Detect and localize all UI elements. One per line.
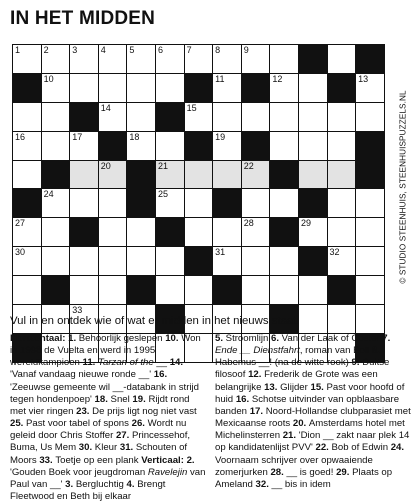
clue-number-label: 10. [165,333,182,344]
grid-cell[interactable] [127,247,156,276]
grid-cell[interactable] [99,74,128,103]
black-square [185,132,214,161]
grid-cell[interactable] [328,305,357,334]
clue-heading: Verticaal: [141,454,187,466]
clue-number-label: 20. [292,418,309,430]
grid-cell[interactable] [13,103,42,132]
black-square [13,74,42,103]
clue-text: Wordt nu geleid door Chris Stoffer [10,418,187,442]
clue-number: 10 [43,73,54,84]
clue-number: 28 [243,218,254,229]
clue-number: 31 [215,247,226,258]
grid-cell[interactable] [213,45,242,74]
grid-cell[interactable] [13,161,42,190]
grid-cell[interactable] [13,218,42,247]
highlighted-cell[interactable] [328,161,357,190]
grid-cell[interactable] [356,74,385,103]
clue-number-label: 2. [186,454,195,466]
black-square [328,74,357,103]
clue-number-label: 1. [68,333,79,344]
black-square [70,103,99,132]
grid-cell[interactable] [42,189,71,218]
black-square [328,276,357,305]
clue-number: 33 [72,305,83,316]
clue-number: 32 [329,247,340,258]
clue-number: 27 [15,218,26,229]
clue-number-label: 5. [215,333,226,344]
grid-cell[interactable] [70,45,99,74]
clue-number-label: 23. [76,405,93,417]
grid-cell[interactable] [242,45,271,74]
black-square [270,161,299,190]
grid-cell[interactable] [13,276,42,305]
puzzle-title: IN HET MIDDEN [10,8,156,29]
black-square [213,189,242,218]
clue-number-label: 33. [39,454,56,466]
clue-text: 'Dion __ zakt naar plek 14 op kandidatenlijst PVV' [215,430,410,454]
clue-text: Schouten of Moors [10,442,188,466]
clue-number: 1 [15,45,21,55]
clue-text: __ [153,357,170,369]
clue-text: Frederik de Grote was een belangrijke [215,369,378,393]
credit-vertical [396,56,410,318]
clue-text: Brengt Fleetwood en Beth bij elkaar [10,478,166,503]
grid-cell[interactable] [299,74,328,103]
grid-cell[interactable] [42,218,71,247]
clue-number-label: 31. [119,442,136,454]
clue-number: 22 [243,160,254,171]
clue-number-label: 17. [249,405,266,417]
grid-cell[interactable] [270,132,299,161]
clue-number-label: 4. [126,478,138,490]
grid-cell[interactable] [70,247,99,276]
clue-number-label: 29. [336,466,353,478]
grid-cell[interactable] [42,45,71,74]
grid-cell[interactable] [70,276,99,305]
clue-text: Toetje op een plank [55,454,142,466]
grid-cell[interactable] [42,132,71,161]
clue-number: 9 [243,45,249,55]
clue-number-label: 9. [351,357,363,369]
clue-number: 29 [300,218,311,229]
clue-number: 3 [72,45,78,55]
clue-number-label: 11. [82,357,99,369]
grid-cell[interactable] [156,189,185,218]
grid-cell[interactable] [213,218,242,247]
grid-cell[interactable] [185,103,214,132]
black-square [299,45,328,74]
clue-number-label: 15. [310,381,327,393]
black-square [99,132,128,161]
black-square [242,132,271,161]
grid-cell[interactable] [242,218,271,247]
grid-cell[interactable] [328,247,357,276]
clue-text: Noord-Hollandse clubparasiet met Mexicaanse roots [215,405,411,430]
grid-cell[interactable] [242,103,271,132]
clue-text-italic: Tarzan of the [98,357,154,369]
clue-number-label: 24. [390,442,405,454]
grid-cell[interactable] [127,218,156,247]
clue-number-label: 13. [264,381,281,393]
clue-number: 4 [100,45,106,55]
clue-number-label: 16. [235,393,252,405]
grid-cell[interactable] [299,305,328,334]
black-square [127,276,156,305]
clue-text: 'Zeeuwse gemeente wil __-databank in strijd tegen hondenpoep' [10,381,200,405]
black-square [70,218,99,247]
clue-number: 16 [15,131,26,142]
clue-number-label: 19. [132,393,149,405]
grid-cell[interactable] [299,103,328,132]
grid-cell[interactable] [299,132,328,161]
clue-text: De prijs ligt nog niet vast [92,405,197,417]
grid-cell[interactable] [99,218,128,247]
clue-number-label: 6. [271,333,282,344]
black-square [270,218,299,247]
clue-number-label: 12. [248,369,265,381]
grid-cell[interactable] [270,45,299,74]
clue-number: 5 [129,45,135,55]
grid-cell[interactable] [99,103,128,132]
black-square [185,247,214,276]
clue-number: 30 [15,247,26,258]
clues-horizontal-column [10,333,206,503]
grid-cell[interactable] [99,45,128,74]
black-square [185,74,214,103]
grid-cell[interactable] [356,218,385,247]
clue-text-italic: Ravelejin [147,466,188,478]
grid-cell[interactable] [242,247,271,276]
grid-cell[interactable] [242,189,271,218]
clue-text: Won in 1998 de Vuelta en werd in 1995 wereldkampioen [10,333,201,369]
clue-number: 20 [100,160,111,171]
clue-number-label: 28. [270,466,287,478]
grid-cell[interactable] [99,247,128,276]
clue-text: Princessehof, Buma, Us Mem [10,430,191,454]
clue-number-label: 18. [94,393,111,405]
grid-cell[interactable] [213,247,242,276]
grid-cell[interactable] [185,45,214,74]
clue-number-label: 7. [382,333,391,344]
highlighted-cell[interactable] [242,161,271,190]
grid-cell[interactable] [356,305,385,334]
clue-number-label: 25. [10,418,27,430]
black-square [13,189,42,218]
clue-text: Voornaam schrijver over opwaaiende zomerjurken [215,454,373,478]
highlighted-cell[interactable] [70,161,99,190]
grid-cell[interactable] [356,247,385,276]
grid-cell[interactable] [213,132,242,161]
grid-cell[interactable] [13,247,42,276]
black-square [42,276,71,305]
black-square [356,45,385,74]
grid-cell[interactable] [13,45,42,74]
grid-cell[interactable] [270,74,299,103]
highlighted-cell[interactable] [185,161,214,190]
grid-cell[interactable] [328,189,357,218]
clue-number: 19 [215,131,226,142]
clue-number-label: 27. [115,430,132,442]
grid-cell[interactable] [213,74,242,103]
highlighted-cell[interactable] [156,161,185,190]
clue-number-label: 14. [169,357,184,369]
black-square [299,247,328,276]
grid-cell[interactable] [328,45,357,74]
clue-number-label: 26. [131,418,148,430]
clue-number: 7 [186,45,192,55]
grid-cell[interactable] [42,103,71,132]
clues-vertical-column [215,333,415,491]
clue-text: , roman van Böll [299,345,372,357]
clue-text: 'Vanaf vandaag nieuwe ronde __' [10,369,154,381]
clue-number: 14 [100,102,111,113]
grid-cell[interactable] [70,189,99,218]
clue-number: 18 [129,131,140,142]
grid-cell[interactable] [185,189,214,218]
grid-cell[interactable] [299,276,328,305]
grid-cell[interactable] [156,74,185,103]
grid-cell[interactable] [156,132,185,161]
grid-cell[interactable] [270,189,299,218]
black-square [156,103,185,132]
clue-number: 11 [215,73,225,84]
clue-number: 15 [186,102,197,113]
black-square [356,132,385,161]
grid-cell[interactable] [156,276,185,305]
highlighted-cell[interactable] [213,161,242,190]
highlighted-cell[interactable] [299,161,328,190]
clue-number: 13 [358,73,369,84]
credit-text: © STUDIO STEENHUIS, STEENHUISPUZZELS.NL [398,90,408,284]
clue-text: Amsterdams hotel met Michelinsterren [215,418,405,442]
black-square [156,218,185,247]
grid-cell[interactable] [99,189,128,218]
clue-text: van Paul van __' [10,466,206,490]
grid-cell[interactable] [127,45,156,74]
grid-cell[interactable] [156,45,185,74]
clue-text: Stroomlijn [225,333,271,344]
clue-text: Bergluchtig [75,478,127,490]
clue-number-label: 30. [78,442,95,454]
clue-number: 6 [157,45,163,55]
clue-text: Bob of Edwin [331,442,391,454]
grid-cell[interactable] [185,218,214,247]
black-square [127,161,156,190]
grid-cell[interactable] [99,276,128,305]
clue-text: Glijder [280,381,311,393]
clue-number: 24 [43,189,54,200]
grid-cell[interactable] [328,132,357,161]
clue-text: Rijdt rond met vier ringen [10,393,190,417]
clue-text: __ is goed! [286,466,337,478]
clue-number-label: 16. [153,369,168,381]
grid-cell[interactable] [270,103,299,132]
intro-text: Vul in en ontdek wie of wat er midden in het nieuws staat [10,315,297,327]
grid-cell[interactable] [299,218,328,247]
clue-text: Plaats op Ameland [215,466,393,490]
clue-text: 'Gouden Boek voor jeugdroman [10,466,148,478]
clue-text: Snel [110,393,133,405]
grid-cell[interactable] [13,132,42,161]
clue-heading: Horizontaal: [10,333,69,344]
grid-cell[interactable] [127,74,156,103]
clue-number: 25 [157,189,168,200]
clue-text-italic: Ende __ Dienstfahrt [215,345,300,357]
black-square [356,161,385,190]
clue-text: Behoorlijk geslepen [78,333,166,344]
clue-text: Past voor tabel of spons [26,418,132,430]
grid-cell[interactable] [127,103,156,132]
grid-cell[interactable] [70,132,99,161]
clue-number: 21 [157,160,168,171]
grid-cell[interactable] [328,218,357,247]
clue-text: Duitse filosoof [215,357,390,381]
clue-text: Habemus __! (na de witte rook) [215,357,352,369]
black-square [299,189,328,218]
grid-cell[interactable] [242,276,271,305]
clue-number: 12 [272,73,283,84]
clue-text: Kleur [94,442,120,454]
grid-cell[interactable] [356,276,385,305]
grid-cell[interactable] [185,276,214,305]
clue-number: 2 [43,45,49,55]
clue-number-label: 3. [65,478,76,490]
grid-cell[interactable] [270,276,299,305]
clue-text: Schotse uitvinder van opblaasbare banden [215,393,400,417]
grid-cell[interactable] [127,132,156,161]
highlighted-cell[interactable] [99,161,128,190]
clue-number-label: 8. [371,345,380,357]
grid-cell[interactable] [70,74,99,103]
clue-number-label: 21. [282,430,299,442]
clue-number: 8 [215,45,221,55]
black-square [242,74,271,103]
clue-number-label: 22. [315,442,332,454]
black-square [127,189,156,218]
grid-cell[interactable] [356,189,385,218]
black-square [42,161,71,190]
black-square [213,276,242,305]
grid-cell[interactable] [213,103,242,132]
grid-cell[interactable] [270,247,299,276]
clue-text: Past voor hoofd of huid [215,381,405,405]
clue-text: __ bis in idem [271,478,331,490]
clue-text: Van der Laak of Coster [281,333,383,344]
clue-number: 17 [72,131,83,142]
grid-cell[interactable] [42,74,71,103]
grid-cell[interactable] [42,247,71,276]
grid-cell[interactable] [356,103,385,132]
clue-number-label: 32. [255,478,272,490]
grid-cell[interactable] [156,247,185,276]
grid-cell[interactable] [328,103,357,132]
